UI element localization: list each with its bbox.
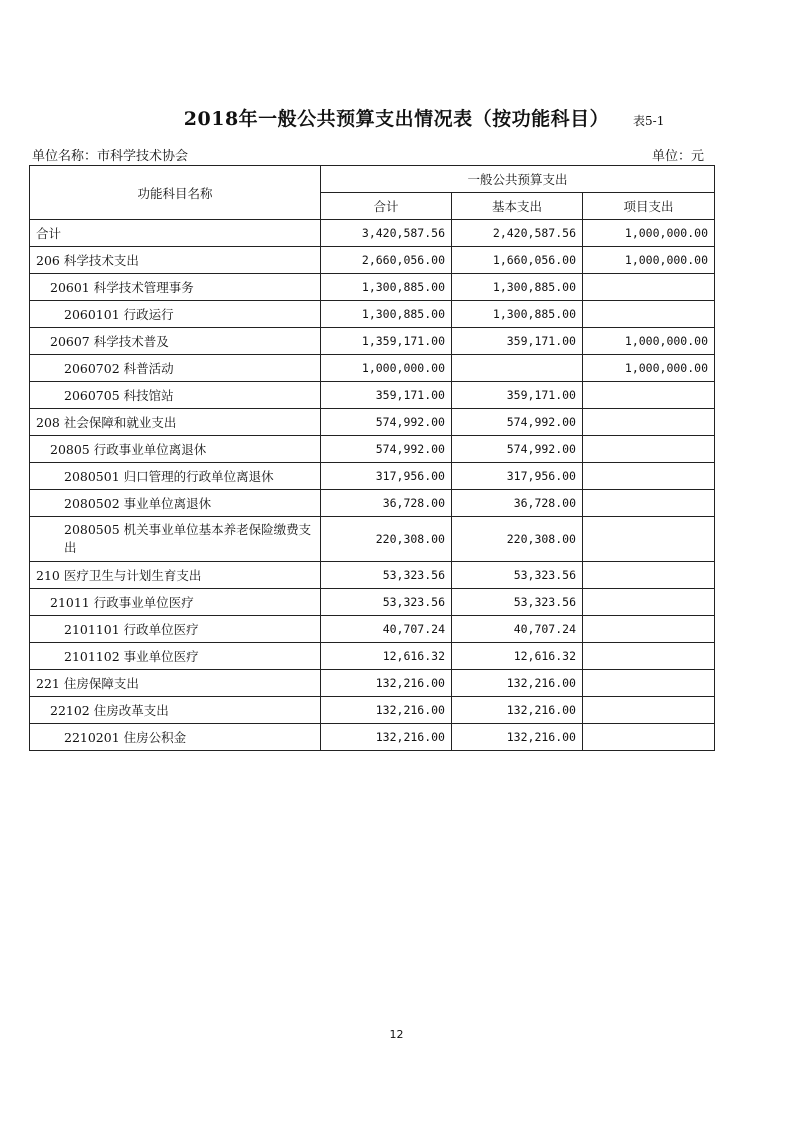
page-title: 2018年一般公共预算支出情况表（按功能科目） (183, 108, 610, 130)
row-basic-cell: 12,616.32 (452, 643, 583, 670)
unit-name-label: 单位名称：市科学技术协会 (32, 149, 189, 164)
row-name-cell: 2060702 科普活动 (30, 355, 321, 382)
row-basic-cell: 359,171.00 (452, 382, 583, 409)
row-basic-cell: 132,216.00 (452, 670, 583, 697)
row-basic-cell: 132,216.00 (452, 697, 583, 724)
row-project-cell (583, 517, 715, 562)
row-name-cell: 合计 (30, 220, 321, 247)
header-basic: 基本支出 (452, 193, 583, 220)
header-function-name: 功能科目名称 (30, 166, 321, 220)
row-basic-cell: 1,300,885.00 (452, 301, 583, 328)
row-total-cell: 36,728.00 (321, 490, 452, 517)
row-project-cell (583, 643, 715, 670)
row-total-cell: 574,992.00 (321, 409, 452, 436)
table-row (30, 670, 715, 697)
table-row (30, 463, 715, 490)
row-total-cell: 1,359,171.00 (321, 328, 452, 355)
page-number: 12 (389, 1028, 404, 1041)
row-project-cell: 1,000,000.00 (583, 247, 715, 274)
row-name-cell: 20601 科学技术管理事务 (30, 274, 321, 301)
row-total-cell: 132,216.00 (321, 724, 452, 751)
row-name-cell: 208 社会保障和就业支出 (30, 409, 321, 436)
row-total-cell: 574,992.00 (321, 436, 452, 463)
row-total-cell: 132,216.00 (321, 670, 452, 697)
row-name-cell: 206 科学技术支出 (30, 247, 321, 274)
row-name-cell: 20607 科学技术普及 (30, 328, 321, 355)
row-total-cell: 317,956.00 (321, 463, 452, 490)
row-basic-cell: 1,300,885.00 (452, 274, 583, 301)
row-total-cell: 2,660,056.00 (321, 247, 452, 274)
row-name-cell: 2101102 事业单位医疗 (30, 643, 321, 670)
row-total-cell: 12,616.32 (321, 643, 452, 670)
table-row (30, 724, 715, 751)
row-name-cell: 221 住房保障支出 (30, 670, 321, 697)
table-row (30, 436, 715, 463)
row-total-cell: 1,000,000.00 (321, 355, 452, 382)
table-row (30, 616, 715, 643)
row-basic-cell: 40,707.24 (452, 616, 583, 643)
row-project-cell: 1,000,000.00 (583, 355, 715, 382)
table-row (30, 355, 715, 382)
currency-unit-label: 单位：元 (652, 149, 705, 164)
table-row (30, 490, 715, 517)
row-name-cell: 2101101 行政单位医疗 (30, 616, 321, 643)
row-total-cell: 1,300,885.00 (321, 301, 452, 328)
row-basic-cell: 574,992.00 (452, 409, 583, 436)
row-total-cell: 53,323.56 (321, 589, 452, 616)
row-project-cell: 1,000,000.00 (583, 328, 715, 355)
row-basic-cell: 220,308.00 (452, 517, 583, 562)
row-project-cell (583, 562, 715, 589)
table-number: 表5-1 (633, 114, 665, 128)
row-project-cell: 1,000,000.00 (583, 220, 715, 247)
table-row (30, 517, 715, 562)
row-project-cell (583, 409, 715, 436)
row-project-cell (583, 589, 715, 616)
row-total-cell: 3,420,587.56 (321, 220, 452, 247)
table-body (30, 220, 715, 751)
header-project: 项目支出 (583, 193, 715, 220)
row-project-cell (583, 382, 715, 409)
table-row (30, 382, 715, 409)
row-name-cell: 2080501 归口管理的行政单位离退休 (30, 463, 321, 490)
row-project-cell (583, 616, 715, 643)
row-name-cell: 210 医疗卫生与计划生育支出 (30, 562, 321, 589)
table-row (30, 643, 715, 670)
table-row (30, 274, 715, 301)
row-basic-cell: 53,323.56 (452, 589, 583, 616)
row-basic-cell: 36,728.00 (452, 490, 583, 517)
row-basic-cell: 1,660,056.00 (452, 247, 583, 274)
row-basic-cell: 53,323.56 (452, 562, 583, 589)
row-project-cell (583, 274, 715, 301)
table-row (30, 220, 715, 247)
row-total-cell: 53,323.56 (321, 562, 452, 589)
row-basic-cell: 359,171.00 (452, 328, 583, 355)
row-name-cell: 2060101 行政运行 (30, 301, 321, 328)
row-basic-cell: 317,956.00 (452, 463, 583, 490)
row-basic-cell: 132,216.00 (452, 724, 583, 751)
row-name-cell: 2210201 住房公积金 (30, 724, 321, 751)
row-project-cell (583, 670, 715, 697)
row-name-cell: 22102 住房改革支出 (30, 697, 321, 724)
row-name-cell: 21011 行政事业单位医疗 (30, 589, 321, 616)
table-row (30, 301, 715, 328)
row-total-cell: 359,171.00 (321, 382, 452, 409)
table-row (30, 562, 715, 589)
table-row (30, 328, 715, 355)
row-basic-cell: 574,992.00 (452, 436, 583, 463)
row-project-cell (583, 436, 715, 463)
table-row (30, 247, 715, 274)
row-name-cell: 20805 行政事业单位离退休 (30, 436, 321, 463)
row-basic-cell: 2,420,587.56 (452, 220, 583, 247)
row-project-cell (583, 301, 715, 328)
row-total-cell: 220,308.00 (321, 517, 452, 562)
budget-table (29, 165, 715, 751)
header-general-budget: 一般公共预算支出 (321, 166, 715, 193)
row-project-cell (583, 463, 715, 490)
row-total-cell: 132,216.00 (321, 697, 452, 724)
header-total: 合计 (321, 193, 452, 220)
row-basic-cell (452, 355, 583, 382)
table-row (30, 697, 715, 724)
table-row (30, 409, 715, 436)
row-project-cell (583, 490, 715, 517)
row-name-cell: 2080502 事业单位离退休 (30, 490, 321, 517)
row-name-cell: 2080505 机关事业单位基本养老保险缴费支出 (30, 517, 321, 562)
row-total-cell: 1,300,885.00 (321, 274, 452, 301)
table-row (30, 589, 715, 616)
row-name-cell: 2060705 科技馆站 (30, 382, 321, 409)
row-total-cell: 40,707.24 (321, 616, 452, 643)
row-project-cell (583, 724, 715, 751)
row-project-cell (583, 697, 715, 724)
